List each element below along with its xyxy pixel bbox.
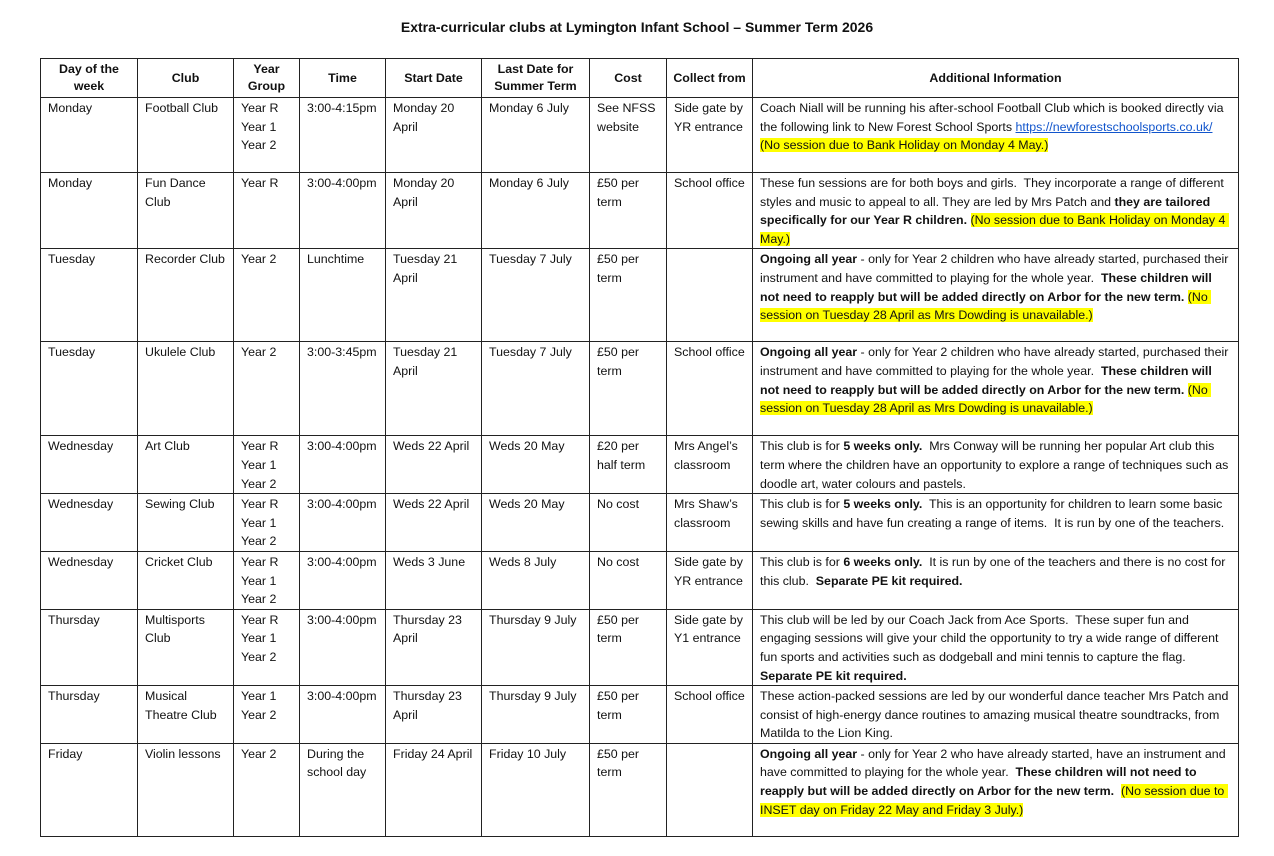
table-row (41, 249, 1239, 342)
header-time: Time (300, 59, 386, 98)
cell-time: 3:00-4:00pm (300, 436, 386, 494)
bold-text: 5 weeks only. (843, 497, 923, 512)
highlighted-note: (No session due to Bank Holiday on Monday 4 May.) (760, 213, 1229, 246)
header-additional-info: Additional Information (753, 59, 1239, 98)
info-text: This club is for (760, 554, 844, 569)
year-group-item: Year 2 (241, 476, 277, 491)
cell-collect-from: Side gate by YR entrance (667, 551, 753, 609)
cell-year-group (234, 743, 300, 836)
year-group-item: Year 1 (241, 573, 277, 588)
cell-start-date: Friday 24 April (386, 743, 482, 836)
table-row (41, 436, 1239, 494)
cell-day: Wednesday (41, 436, 138, 494)
cell-time: 3:00-4:00pm (300, 551, 386, 609)
bold-text: Ongoing all year (760, 746, 858, 761)
table-row (41, 342, 1239, 436)
info-text: - only for Year 2 children who have already started, purchased their instrument and have committed to playing for the whole year. (760, 345, 1232, 378)
bold-text: Separate PE kit required. (815, 573, 963, 588)
cell-collect-from: Side gate by Y1 entrance (667, 609, 753, 685)
table-row (41, 98, 1239, 173)
cell-day: Tuesday (41, 342, 138, 436)
cell-day: Tuesday (41, 249, 138, 342)
cell-time: 3:00-4:00pm (300, 173, 386, 249)
year-group-item: Year 2 (241, 649, 277, 664)
cell-time: 3:00-4:00pm (300, 686, 386, 744)
cell-last-date: Friday 10 July (482, 743, 590, 836)
cell-day: Friday (41, 743, 138, 836)
cell-additional-info (753, 249, 1239, 342)
year-group-item: Year 2 (241, 345, 277, 360)
info-text: This is an opportunity for children to learn some basic sewing skills and have fun creating a range of items. It is run by one of the teachers. (760, 497, 1226, 530)
cell-year-group (234, 249, 300, 342)
cell-club: Art Club (138, 436, 234, 494)
info-text: These fun sessions are for both boys and girls. They incorporate a range of different styles and music to appeal to all. They are led by Mrs Patch and (760, 176, 1228, 209)
year-group-item: Year 1 (241, 457, 277, 472)
cell-cost: £50 per term (590, 609, 667, 685)
nfss-website-link[interactable]: https://newforestschoolsports.co.uk/ (1015, 119, 1213, 134)
cell-cost: £50 per term (590, 173, 667, 249)
year-group-item: Year 2 (241, 707, 277, 722)
cell-last-date: Monday 6 July (482, 98, 590, 173)
table-row (41, 743, 1239, 836)
cell-day: Monday (41, 173, 138, 249)
cell-start-date: Monday 20 April (386, 98, 482, 173)
cell-year-group (234, 686, 300, 744)
year-group-item: Year 2 (241, 534, 277, 549)
cell-cost: No cost (590, 494, 667, 552)
bold-text: These children will not need to reapply but will be added directly on Arbor for the new term. (760, 765, 1201, 799)
year-group-item: Year 2 (241, 138, 277, 153)
year-group-item: Year R (241, 554, 279, 569)
cell-day: Thursday (41, 686, 138, 744)
cell-start-date: Tuesday 21 April (386, 249, 482, 342)
info-text: - only for Year 2 children who have already started, purchased their instrument and have committed to playing for the whole year. (760, 252, 1232, 285)
header-day: Day of the week (41, 59, 138, 98)
cell-cost: £50 per term (590, 686, 667, 744)
highlighted-note: (No session due to Bank Holiday on Monday 4 May.) (760, 138, 1049, 153)
header-last-date: Last Date for Summer Term (482, 59, 590, 98)
cell-last-date: Thursday 9 July (482, 686, 590, 744)
cell-last-date: Weds 8 July (482, 551, 590, 609)
cell-cost: £50 per term (590, 743, 667, 836)
cell-additional-info (753, 342, 1239, 436)
info-text: These action-packed sessions are led by our wonderful dance teacher Mrs Patch and consist of high-energy dance routines to amazing musical theatre soundtracks, from Matilda to the Lion King. (760, 689, 1232, 741)
cell-cost: £20 per half term (590, 436, 667, 494)
header-row (41, 59, 1239, 98)
info-text: - only for Year 2 who have already started, have an instrument and have committed to playing for the whole year. (760, 746, 1230, 780)
cell-time: 3:00-4:00pm (300, 609, 386, 685)
cell-start-date: Weds 22 April (386, 436, 482, 494)
table-row (41, 686, 1239, 744)
cell-day: Wednesday (41, 551, 138, 609)
info-text (1114, 784, 1121, 798)
cell-year-group (234, 98, 300, 173)
cell-collect-from: School office (667, 173, 753, 249)
info-text (967, 213, 970, 227)
cell-day: Monday (41, 98, 138, 173)
cell-additional-info (753, 743, 1239, 836)
info-text: This club will be led by our Coach Jack from Ace Sports. These super fun and engaging sessions will give your child the opportunity to try a wide range of different fun sports and activities such as dodgeball and mini tennis to capture the flag. (760, 612, 1222, 664)
cell-time: Lunchtime (300, 249, 386, 342)
cell-time: 3:00-4:00pm (300, 494, 386, 552)
year-group-item: Year R (241, 612, 279, 627)
info-text: This club is for (760, 439, 844, 454)
table-row (41, 609, 1239, 685)
cell-year-group (234, 551, 300, 609)
cell-cost: £50 per term (590, 249, 667, 342)
cell-year-group (234, 342, 300, 436)
year-group-item: Year R (241, 439, 279, 454)
cell-year-group (234, 609, 300, 685)
info-text: Coach Niall will be running his after-school Football Club which is booked directly via the following link to New Forest School Sports (760, 101, 1227, 134)
cell-additional-info (753, 436, 1239, 494)
cell-time: During the school day (300, 743, 386, 836)
header-start-date: Start Date (386, 59, 482, 98)
bold-text: Ongoing all year (760, 252, 858, 267)
cell-club: Violin lessons (138, 743, 234, 836)
cell-collect-from: School office (667, 686, 753, 744)
cell-additional-info (753, 686, 1239, 744)
bold-text: These children will not need to reapply but will be added directly on Arbor for the new term. (760, 270, 1216, 304)
cell-club: Recorder Club (138, 249, 234, 342)
cell-start-date: Thursday 23 April (386, 609, 482, 685)
cell-start-date: Weds 3 June (386, 551, 482, 609)
year-group-item: Year 1 (241, 515, 277, 530)
cell-start-date: Tuesday 21 April (386, 342, 482, 436)
header-cost: Cost (590, 59, 667, 98)
info-text: It is run by one of the teachers and there is no cost for this club. (760, 554, 1229, 588)
cell-additional-info (753, 98, 1239, 173)
cell-collect-from (667, 743, 753, 836)
cell-collect-from (667, 249, 753, 342)
highlighted-note: (No session due to INSET day on Friday 22 May and Friday 3 July.) (760, 784, 1228, 817)
cell-collect-from: Mrs Shaw’s classroom (667, 494, 753, 552)
cell-cost: No cost (590, 551, 667, 609)
cell-time: 3:00-3:45pm (300, 342, 386, 436)
cell-cost: See NFSS website (590, 98, 667, 173)
year-group-item: Year R (241, 497, 279, 512)
table-row (41, 551, 1239, 609)
info-text (1212, 120, 1215, 134)
cell-last-date: Monday 6 July (482, 173, 590, 249)
cell-collect-from: School office (667, 342, 753, 436)
cell-additional-info (753, 551, 1239, 609)
cell-last-date: Weds 20 May (482, 494, 590, 552)
bold-text: 5 weeks only. (843, 439, 923, 454)
cell-collect-from: Mrs Angel’s classroom (667, 436, 753, 494)
header-year-group: Year Group (234, 59, 300, 98)
cell-last-date: Thursday 9 July (482, 609, 590, 685)
cell-club: Fun Dance Club (138, 173, 234, 249)
cell-club: Cricket Club (138, 551, 234, 609)
year-group-item: Year 1 (241, 119, 277, 134)
year-group-item: Year 2 (241, 592, 277, 607)
cell-club: Multisports Club (138, 609, 234, 685)
cell-day: Wednesday (41, 494, 138, 552)
info-text: This club is for (760, 497, 844, 512)
year-group-item: Year 1 (241, 631, 277, 646)
year-group-item: Year 2 (241, 746, 277, 761)
document-title: Extra-curricular clubs at Lymington Infant School – Summer Term 2026 (400, 19, 874, 35)
table-row (41, 494, 1239, 552)
cell-additional-info (753, 173, 1239, 249)
cell-club: Football Club (138, 98, 234, 173)
cell-cost: £50 per term (590, 342, 667, 436)
year-group-item: Year R (241, 101, 279, 115)
cell-club: Ukulele Club (138, 342, 234, 436)
highlighted-note: (No session on Tuesday 28 April as Mrs Dowding is unavailable.) (760, 289, 1212, 323)
year-group-item: Year 1 (241, 689, 277, 704)
bold-text: Separate PE kit required. (760, 668, 907, 683)
bold-text: they are tailored specifically for our Year R children. (760, 194, 1214, 228)
bold-text: These children will not need to reapply but will be added directly on Arbor for the new term. (760, 363, 1216, 397)
clubs-table (40, 58, 1239, 837)
cell-additional-info (753, 609, 1239, 685)
cell-club: Musical Theatre Club (138, 686, 234, 744)
cell-start-date: Monday 20 April (386, 173, 482, 249)
cell-year-group (234, 436, 300, 494)
cell-year-group (234, 494, 300, 552)
bold-text: 6 weeks only. (843, 554, 923, 569)
cell-last-date: Tuesday 7 July (482, 342, 590, 436)
highlighted-note: (No session on Tuesday 28 April as Mrs Dowding is unavailable.) (760, 382, 1212, 416)
header-collect-from: Collect from (667, 59, 753, 98)
cell-additional-info (753, 494, 1239, 552)
cell-day: Thursday (41, 609, 138, 685)
cell-collect-from: Side gate by YR entrance (667, 98, 753, 173)
cell-last-date: Tuesday 7 July (482, 249, 590, 342)
cell-start-date: Weds 22 April (386, 494, 482, 552)
cell-time: 3:00-4:15pm (300, 98, 386, 173)
cell-last-date: Weds 20 May (482, 436, 590, 494)
cell-year-group (234, 173, 300, 249)
table-row (41, 173, 1239, 249)
cell-club: Sewing Club (138, 494, 234, 552)
year-group-item: Year R (241, 176, 279, 190)
info-text: Mrs Conway will be running her popular Art club this term where the children have an opportunity to explore a range of techniques such as doodle art, water colours and pastels. (760, 439, 1232, 491)
header-club: Club (138, 59, 234, 98)
cell-start-date: Thursday 23 April (386, 686, 482, 744)
bold-text: Ongoing all year (760, 345, 858, 360)
year-group-item: Year 2 (241, 252, 277, 267)
